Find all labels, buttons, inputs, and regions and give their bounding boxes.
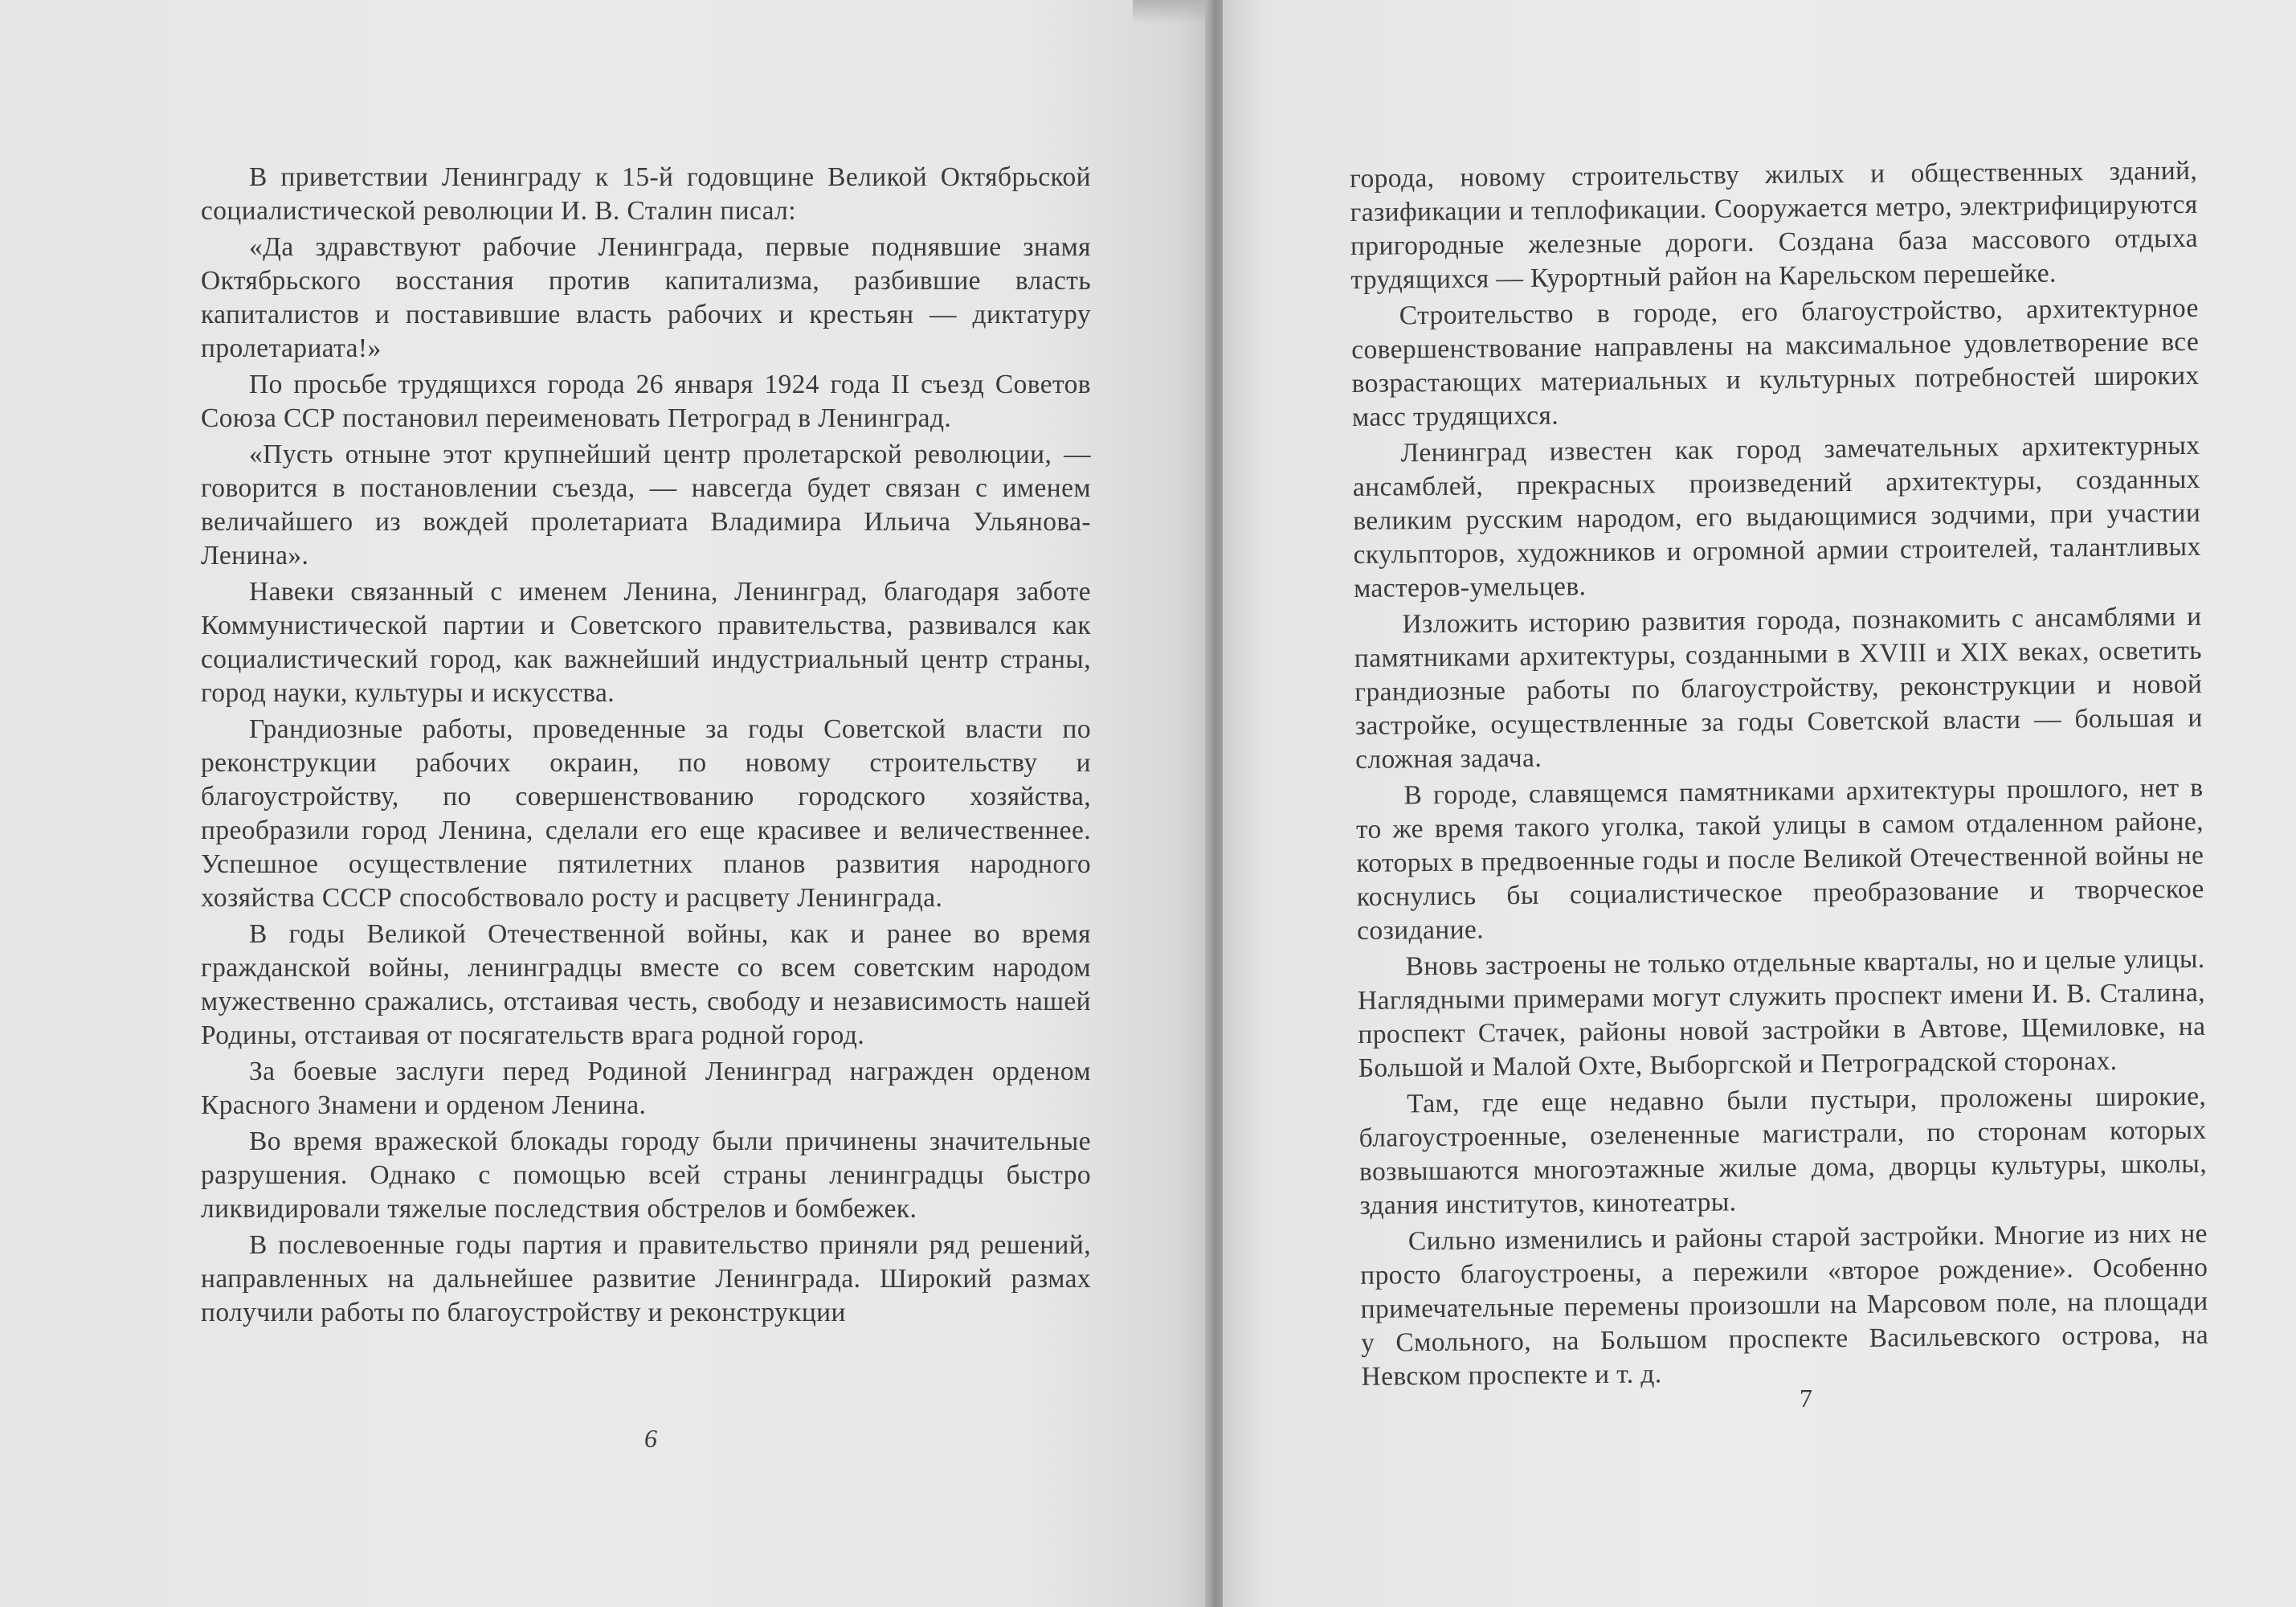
page-number: 6: [644, 1424, 657, 1453]
paragraph: Грандиозные работы, проведенные за годы Советской власти по реконструкции рабочих окраин, по новому строительству и благоустройству, по совершенствованию городского хозяйства, преобразили город Ленина, сделали его еще красивее и величественнее. Успешное осуществление пятилетних планов развития народного хозяйства СССР способствовало росту и расцвету Ленинграда.: [201, 714, 1091, 913]
quote-paragraph: «Да здравствуют рабочие Ленинграда, первые поднявшие знамя Октябрьского восстания против капитализма, разбившие власть капиталистов и поставившие власть рабочих и крестьян — диктатуру пролетариата!»: [201, 232, 1091, 363]
paragraph: Строительство в городе, его благоустройство, архитектурное совершенствование направлены на максимальное удовлетворение все возрастающих материальных и культурных потребностей широких масс трудящихся.: [1351, 292, 2200, 432]
right-page-text: [1350, 154, 2209, 1396]
paragraph: Ленинград известен как город замечательных архитектурных ансамблей, прекрасных произведений архитектуры, созданных великим русским народом, его выдающимися зодчими, при участии скульпторов, художников и огромной армии строителей, талантливых мастеров-умельцев.: [1352, 430, 2201, 603]
page-corner-shadow: [1133, 0, 1213, 24]
page-number: 7: [1800, 1384, 1812, 1413]
paragraph: Навеки связанный с именем Ленина, Ленинград, благодаря заботе Коммунистической партии и Советского правительства, развивался как социалистический город, как важнейший индустриальный центр страны, город науки, культуры и искусства.: [201, 577, 1091, 708]
paragraph: За боевые заслуги перед Родиной Ленинград награжден орденом Красного Знамени и орденом Ленина.: [201, 1057, 1091, 1120]
left-page-text: [201, 161, 1091, 1332]
paragraph: Во время вражеской блокады городу были причинены значительные разрушения. Однако с помощью всей страны ленинградцы быстро ликвидировали тяжелые последствия обстрелов и бомбежек.: [201, 1127, 1091, 1224]
paragraph: Изложить историю развития города, познакомить с ансамблями и памятниками архитектуры, созданными в XVIII и XIX веках, осветить грандиозные работы по благоустройству, реконструкции и новой застройке, осуществленные за годы Советской власти — большая и сложная задача.: [1354, 601, 2203, 775]
paragraph: Вновь застроены не только отдельные кварталы, но и целые улицы. Наглядными примерами могут служить проспект имени И. В. Сталина, проспект Стачек, районы новой застройки в Автове, Щемиловке, на Большой и Малой Охте, Выборгской и Петроградской сторонах.: [1357, 943, 2206, 1083]
paragraph: Там, где еще недавно были пустыри, проложены широкие, благоустроенные, озелененные магистрали, по сторонам которых возвышаются многоэтажные жилые дома, дворцы культуры, школы, здания институтов, кинотеатры.: [1358, 1081, 2208, 1221]
right-page: [1223, 0, 2296, 1607]
paragraph: В годы Великой Отечественной войны, как и ранее во время гражданской войны, ленинградцы вместе со всем советским народом мужественно сражались, отстаивая честь, свободу и независимость нашей Родины, отстаивая от посягательств врага родной город.: [201, 919, 1091, 1050]
paragraph: В послевоенные годы партия и правительство приняли ряд решений, направленных на дальнейшее развитие Ленинграда. Широкий размах получили работы по благоустройству и реконструкции: [201, 1230, 1091, 1327]
paragraph: В городе, славящемся памятниками архитектуры прошлого, нет в то же время такого уголка, такой улицы в самом отдаленном районе, которых в предвоенные годы и после Великой Отечественной войны не коснулись бы социалистическое преобразование и творческое созидание.: [1355, 772, 2204, 946]
continuation-paragraph: города, новому строительству жилых и общественных зданий, газификации и теплофикации. Сооружается метро, электрифицируются пригородные железные дороги. Создана база массового отдыха трудящихся — Курортный район на Карельском перешейке.: [1350, 155, 2199, 295]
quote-paragraph: «Пусть отныне этот крупнейший центр пролетарской революции, — говорится в постановлении съезда, — навсегда будет связан с именем величайшего из вождей пролетариата Владимира Ильича Ульянова-Ленина».: [201, 440, 1091, 570]
paragraph: В приветствии Ленинграду к 15-й годовщине Великой Октябрьской социалистической революции И. В. Сталин писал:: [201, 162, 1091, 226]
paragraph: Сильно изменились и районы старой застройки. Многие из них не просто благоустроены, а пережили «второе рождение». Особенно примечательные перемены произошли на Марсовом поле, на площади у Смольного, на Большом проспекте Васильевского острова, на Невском проспекте и т. д.: [1360, 1218, 2209, 1392]
paragraph: По просьбе трудящихся города 26 января 1924 года II съезд Советов Союза ССР постановил переименовать Петроград в Ленинград.: [201, 370, 1091, 433]
